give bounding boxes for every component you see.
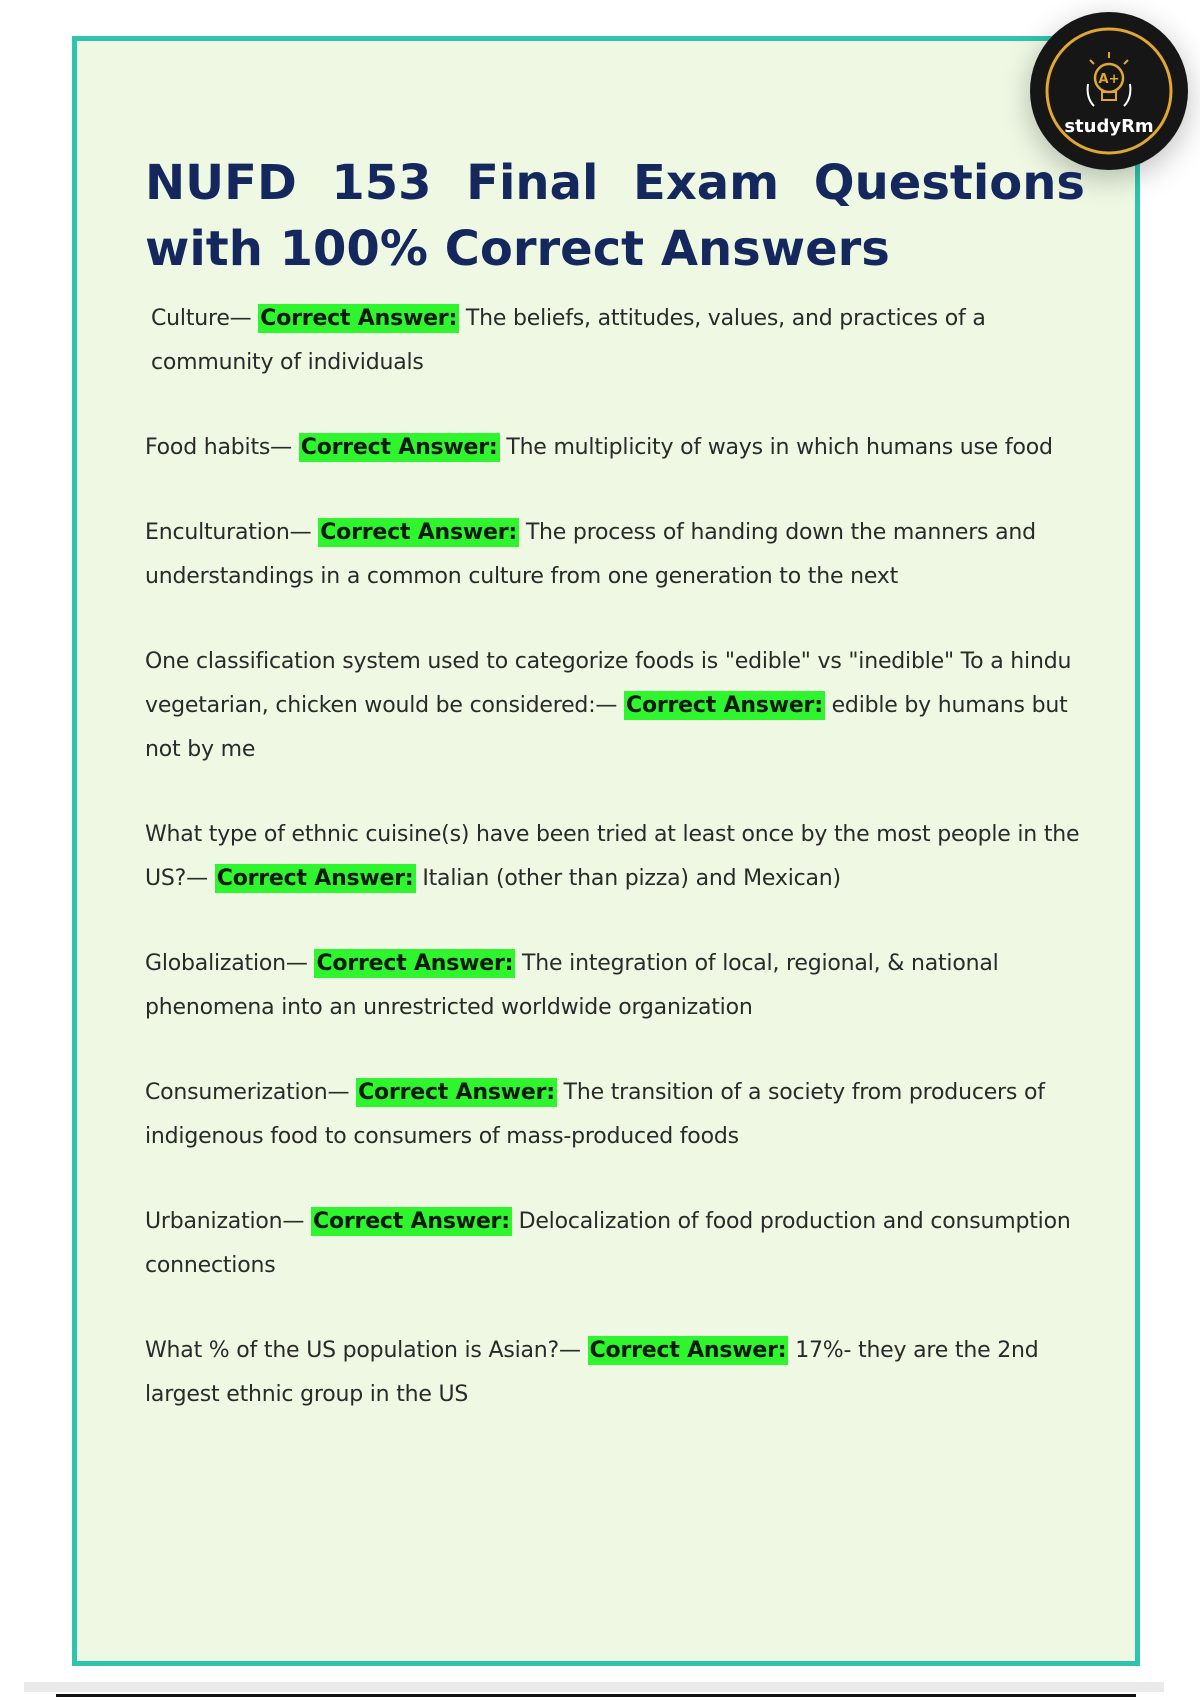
qa-answer: 17%- they are the 2nd largest ethnic group in the US bbox=[145, 1338, 1039, 1407]
qa-term: Culture— bbox=[151, 306, 252, 331]
badge-icon-text: A+ bbox=[1098, 72, 1120, 87]
correct-answer-label: Correct Answer: bbox=[300, 435, 498, 460]
correct-answer-label: Correct Answer: bbox=[316, 951, 514, 976]
correct-answer-label: Correct Answer: bbox=[358, 1080, 555, 1105]
correct-answer-label: Correct Answer: bbox=[260, 306, 458, 331]
qa-answer: edible by humans but not by me bbox=[145, 693, 1068, 762]
qa-term: One classification system used to categorize foods is "edible" vs "inedible" To a hindu vegetarian, chicken would be considered:— bbox=[145, 649, 1072, 718]
qa-term: What % of the US population is Asian?— bbox=[145, 1338, 581, 1363]
page-bottom-shadow bbox=[24, 1682, 1164, 1692]
qa-item bbox=[145, 640, 1090, 772]
qa-item bbox=[145, 1071, 1090, 1159]
qa-item bbox=[145, 942, 1090, 1030]
lightbulb-icon bbox=[1030, 12, 1188, 170]
page-divider bbox=[56, 1694, 1136, 1697]
correct-answer-label: Correct Answer: bbox=[626, 693, 823, 718]
qa-item bbox=[145, 1200, 1090, 1288]
qa-answer: Delocalization of food production and consumption connections bbox=[145, 1209, 1071, 1278]
badge-text: studyRm bbox=[1064, 116, 1154, 137]
correct-answer-label: Correct Answer: bbox=[589, 1338, 787, 1363]
qa-term: Globalization— bbox=[145, 951, 308, 976]
qa-answer: The process of handing down the manners and understandings in a common culture from one generation to the next bbox=[145, 520, 1036, 589]
qa-item bbox=[145, 1329, 1090, 1417]
qa-item bbox=[145, 813, 1090, 901]
qa-answer: The beliefs, attitudes, values, and practices of a community of individuals bbox=[151, 306, 986, 375]
qa-term: Enculturation— bbox=[145, 520, 312, 545]
page-title: NUFD 153 Final Exam Questions with 100% Correct Answers bbox=[145, 155, 1085, 277]
qa-term: Consumerization— bbox=[145, 1080, 350, 1105]
correct-answer-label: Correct Answer: bbox=[216, 866, 414, 891]
qa-term: Food habits— bbox=[145, 435, 292, 460]
correct-answer-label: Correct Answer: bbox=[313, 1209, 510, 1234]
qa-item bbox=[145, 511, 1090, 599]
correct-answer-label: Correct Answer: bbox=[320, 520, 518, 545]
qa-list bbox=[145, 297, 1090, 1458]
qa-answer: The integration of local, regional, & national phenomena into an unrestricted worldwide organization bbox=[145, 951, 999, 1020]
qa-answer: The transition of a society from producers of indigenous food to consumers of mass-produced foods bbox=[145, 1080, 1045, 1149]
qa-answer: Italian (other than pizza) and Mexican) bbox=[422, 866, 841, 891]
qa-item bbox=[145, 426, 1090, 470]
qa-answer: The multiplicity of ways in which humans use food bbox=[506, 435, 1053, 460]
qa-item bbox=[145, 297, 1090, 385]
qa-term: What type of ethnic cuisine(s) have been tried at least once by the most people in the US?— bbox=[145, 822, 1080, 891]
studyrm-logo bbox=[1030, 12, 1188, 170]
qa-term: Urbanization— bbox=[145, 1209, 305, 1234]
